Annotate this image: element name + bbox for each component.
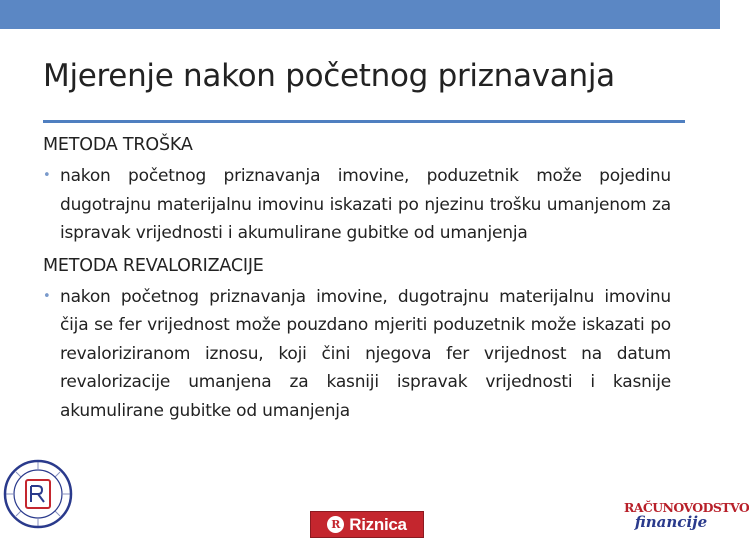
racunovodstvo-logo	[624, 500, 749, 538]
bullet-dot-icon: •	[43, 288, 51, 304]
riznica-logo	[310, 511, 424, 538]
bullet-cost-method	[43, 162, 671, 248]
racunovodstvo-logo-text: RAČUNOVODSTVO	[624, 500, 749, 515]
financije-logo-text: financije	[634, 513, 708, 531]
bullet-revaluation-method	[43, 283, 671, 426]
slide-title: Mjerenje nakon početnog priznavanja	[43, 58, 615, 94]
title-underline	[43, 120, 685, 123]
bullet-text: nakon početnog priznavanja imovine, dugotrajnu materijalnu imovinu čija se fer vrijednost može pouzdano mjeriti poduzetnik može iskazati po revaloriziranom iznosu, koji čini njegova fer vrijednost na datum revalorizacije umanjena za kasniji ispravak vrijednosti i kasnije akumulirane gubitke od umanjenja	[60, 286, 671, 421]
section-heading-revaluation-method: METODA REVALORIZACIJE	[43, 255, 264, 276]
association-seal-icon	[2, 458, 74, 530]
riznica-emblem-icon: R	[327, 516, 344, 533]
slide-content	[43, 133, 671, 431]
section-heading-cost-method: METODA TROŠKA	[43, 135, 193, 155]
riznica-logo-text: Riznica	[349, 514, 407, 534]
bullet-text: nakon početnog priznavanja imovine, poduzetnik može pojedinu dugotrajnu materijalnu imovinu iskazati po njezinu trošku umanjenom za ispravak vrijednosti i akumulirane gubitke od umanjenja	[60, 166, 671, 243]
bullet-dot-icon: •	[43, 168, 51, 183]
top-band	[0, 0, 720, 29]
